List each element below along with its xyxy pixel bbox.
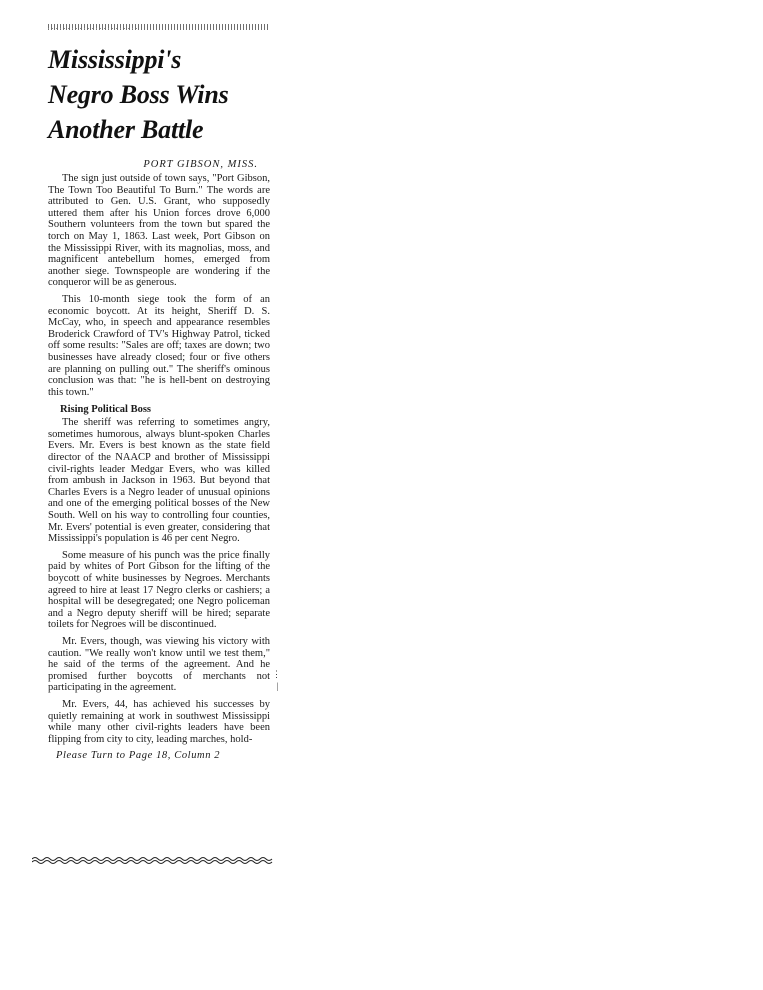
top-rule [48, 24, 270, 30]
continuation-note: Please Turn to Page 18, Column 2 [56, 750, 221, 762]
headline [48, 42, 270, 147]
paragraph-3: The sheriff was referring to sometimes angry, sometimes humorous, always blunt-spoken Charles Evers. Mr. Evers is best known as the state field director of the NAACP and brother of Mississippi civil-rights leader Medgar Evers, who was killed from ambush in Jackson in 1963. But beyond that Charles Evers is a Negro leader of unusual opinions and one of the emerging political bosses of the New South. Well on his way to controlling four counties, Mr. Evers' potential is even greater, considering that Mississippi's population is 46 per cent Negro. [48, 417, 270, 545]
headline-line-1: Mississippi's [48, 45, 182, 74]
headline-line-2: Negro Boss Wins [48, 80, 229, 109]
headline-line-3: Another Battle [48, 115, 204, 144]
dateline: PORT GIBSON, MISS. [143, 159, 258, 170]
paragraph-1: The sign just outside of town says, "Port Gibson, The Town Too Beautiful To Burn." The words are attributed to Gen. U.S. Grant, who supposedly uttered them after his Union forces drove 6,000 Southern volunteers from the town but spared the torch on May 1, 1863. Last week, Port Gibson on the Mississippi River, with its magnolias, moss, and magnificent antebellum homes, emerged from another siege. Townspeople are wondering if the conqueror will be as generous. [48, 173, 270, 289]
paragraph-5: Mr. Evers, though, was viewing his victory with caution. "We really won't know until we test them," he said of the terms of the agreement. And he promised further boycotts of merchants not participating in the agreement. [48, 635, 270, 694]
wavy-divider [32, 856, 274, 864]
paragraph-2: This 10-month siege took the form of an economic boycott. At its height, Sheriff D. S. McCay, who, in speech and appearance resembles Broderick Crawford of TV's Highway Patrol, ticked off some results: "Sales are off; taxes are down; two businesses have already closed; four or five others are planning on pulling out." The sheriff's ominous conclusion was that: "he is hell-bent on destroying this town." [48, 293, 270, 398]
paragraph-6: Mr. Evers, 44, has achieved his successes by quietly remaining at work in southwest Mississippi while many other civil-rights leaders have been flipping from city to city, leading marches, hold- [48, 698, 270, 745]
paragraph-4: Some measure of his punch was the price finally paid by whites of Port Gibson for the lifting of the boycott of white businesses by Negroes. Merchants agreed to hire at least 17 Negro clerks or cashiers; a hospital will be desegregated; one Negro policeman and a Negro deputy sheriff will be hired; separate toilets for Negroes will be discontinued. [48, 549, 270, 631]
subhead: Rising Political Boss [60, 404, 152, 416]
margin-mark: ⋮ | [272, 669, 281, 691]
article [48, 42, 270, 761]
